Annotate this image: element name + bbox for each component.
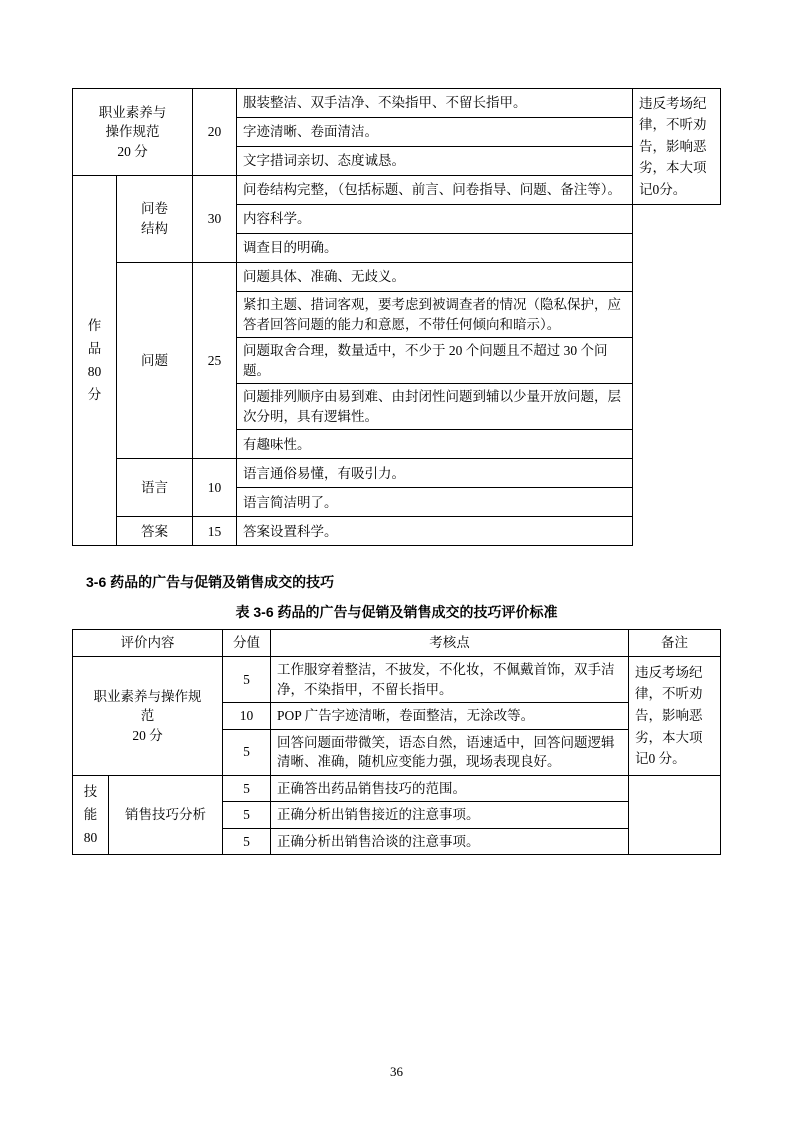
professional-quality-score: 20	[193, 89, 237, 176]
assessment-point: 回答问题面带微笑，语态自然，语速适中，回答问题逻辑清晰、准确，随机应变能力强，现场表现良好。	[271, 729, 629, 775]
assessment-point: 答案设置科学。	[237, 517, 633, 546]
assessment-point: 内容科学。	[237, 205, 633, 234]
group-label-language: 语言	[117, 459, 193, 517]
group-label-answer: 答案	[117, 517, 193, 546]
professional-quality-label	[73, 89, 193, 176]
section-heading: 3-6 药品的广告与促销及销售成交的技巧	[86, 574, 335, 591]
assessment-point: 正确分析出销售洽谈的注意事项。	[271, 828, 629, 855]
table-caption: 表 3-6 药品的广告与促销及销售成交的技巧评价标准	[235, 604, 558, 621]
assessment-point: 正确答出药品销售技巧的范围。	[271, 775, 629, 802]
assessment-point: 问题排列顺序由易到难、由封闭性问题到辅以少量开放问题，层次分明，具有逻辑性。	[237, 384, 633, 430]
group-label-line1: 问卷	[141, 201, 168, 217]
header-score: 分值	[223, 630, 271, 657]
header-evaluation-content: 评价内容	[73, 630, 223, 657]
professional-quality-label-line2: 操作规范	[105, 124, 160, 140]
header-assessment-point: 考核点	[271, 630, 629, 657]
assessment-point: POP 广告字迹清晰，卷面整洁，无涂改等。	[271, 703, 629, 730]
table-row	[73, 89, 721, 118]
assessment-point: 问题取舍合理，数量适中，不少于 20 个问题且不超过 30 个问题。	[237, 338, 633, 384]
assessment-point: 字迹清晰、卷面清洁。	[237, 118, 633, 147]
skill-label-line3: 80	[83, 829, 98, 845]
assessment-point: 工作服穿着整洁，不披发，不化妆，不佩戴首饰，双手洁净，不染指甲，不留长指甲。	[271, 656, 629, 702]
group-score: 25	[193, 263, 237, 459]
table-row	[73, 517, 721, 546]
group-score: 30	[193, 176, 237, 263]
score-value: 5	[223, 775, 271, 802]
assessment-point: 调查目的明确。	[237, 234, 633, 263]
assessment-point: 问卷结构完整，（包括标题、前言、问卷指导、问题、备注等）。	[237, 176, 633, 205]
skill-label-line1: 技	[83, 783, 98, 799]
header-remark: 备注	[629, 630, 721, 657]
group-label-questionnaire-structure	[117, 176, 193, 263]
assessment-point: 语言通俗易懂，有吸引力。	[237, 459, 633, 488]
assessment-point: 语言简洁明了。	[237, 488, 633, 517]
remark-empty	[629, 775, 721, 855]
assessment-point: 紧扣主题、措词客观，要考虑到被调查者的情况（隐私保护，应答者回答问题的能力和意愿，不带任何倾向和暗示）。	[237, 292, 633, 338]
assessment-point: 服装整洁、双手洁净、不染指甲、不留长指甲。	[237, 89, 633, 118]
group-score: 10	[193, 459, 237, 517]
group-label-questions: 问题	[117, 263, 193, 459]
skill-label	[73, 775, 109, 855]
group-label-line2: 结构	[141, 221, 168, 236]
table-row	[73, 775, 721, 802]
score-value: 5	[223, 729, 271, 775]
score-value: 5	[223, 828, 271, 855]
skill-label-line2: 能	[83, 806, 98, 822]
professional-label-line2: 范	[140, 708, 155, 724]
group-score: 15	[193, 517, 237, 546]
professional-quality-label-line1: 职业素养与	[98, 104, 167, 120]
professional-label-line3: 20 分	[132, 727, 163, 743]
professional-quality-label-line3: 20 分	[117, 143, 148, 159]
score-value: 5	[223, 802, 271, 829]
table-row	[73, 176, 721, 205]
assessment-point: 有趣味性。	[237, 430, 633, 459]
table-row	[73, 459, 721, 488]
evaluation-table-3-6	[72, 629, 721, 855]
remark-note: 违反考场纪律，不听劝告，影响恶劣，本大项记0分。	[633, 89, 721, 205]
professional-label-line1: 职业素养与操作规	[93, 688, 202, 704]
table-header-row	[73, 630, 721, 657]
score-value: 5	[223, 656, 271, 702]
table-row	[73, 656, 721, 702]
assessment-point: 文字措词亲切、态度诚恳。	[237, 147, 633, 176]
score-value: 10	[223, 703, 271, 730]
page-number: 36	[390, 1064, 403, 1079]
professional-quality-label	[73, 656, 223, 775]
remark-note: 违反考场纪律，不听劝告，影响恶劣，本大项记0 分。	[629, 656, 721, 775]
evaluation-table-continued	[72, 88, 721, 546]
group-label-sales-skill-analysis: 销售技巧分析	[109, 775, 223, 855]
work-label: 作 品 80 分	[73, 176, 117, 546]
table-row	[73, 263, 721, 292]
assessment-point: 正确分析出销售接近的注意事项。	[271, 802, 629, 829]
assessment-point: 问题具体、准确、无歧义。	[237, 263, 633, 292]
